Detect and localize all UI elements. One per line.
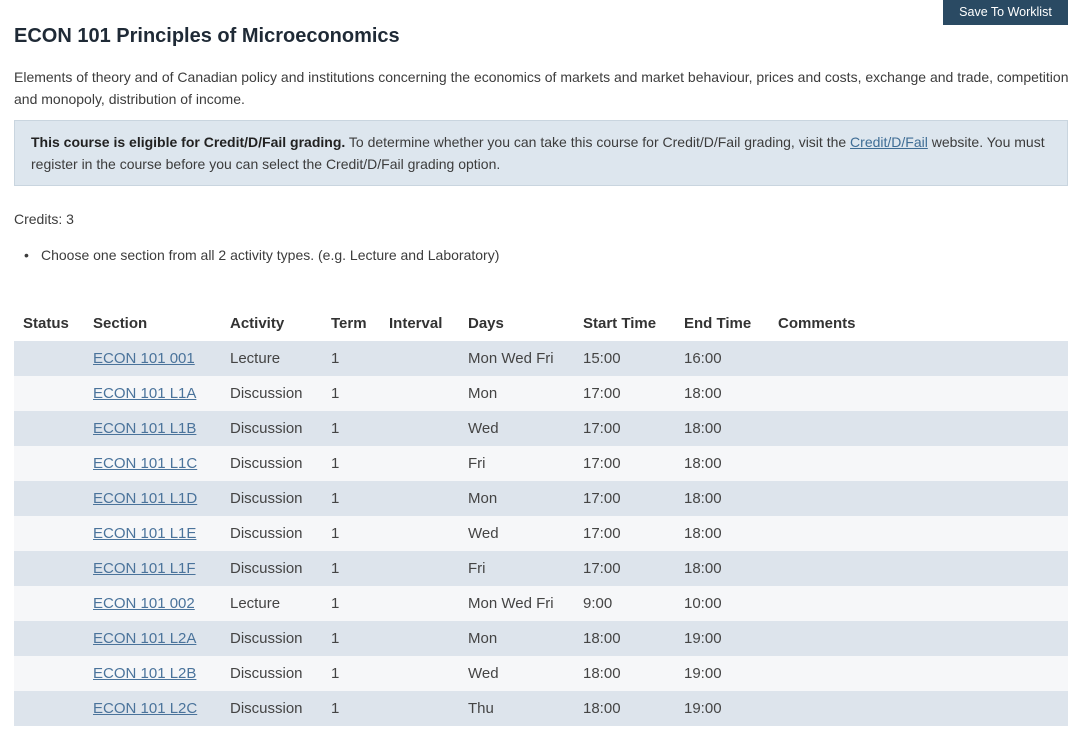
comments-cell (769, 411, 1068, 446)
activity-cell: Discussion (230, 560, 303, 577)
start-time-cell: 17:00 (583, 560, 621, 577)
status-cell (14, 621, 84, 656)
activity-cell: Discussion (230, 665, 303, 682)
status-cell (14, 516, 84, 551)
start-time-cell: 18:00 (583, 700, 621, 717)
interval-cell (380, 341, 459, 376)
course-description: Elements of theory and of Canadian policy and institutions concerning the economics of markets and market behaviour, prices and costs, exchange and trade, competition and monopoly, distribution of income. (14, 69, 1069, 107)
interval-cell (380, 621, 459, 656)
days-cell: Wed (468, 665, 499, 682)
term-cell: 1 (331, 595, 340, 612)
section-link[interactable]: ECON 101 L1B (93, 420, 197, 437)
days-cell: Wed (468, 525, 499, 542)
end-time-cell: 19:00 (684, 665, 722, 682)
section-link[interactable]: ECON 101 L1A (93, 385, 197, 402)
column-header-term[interactable]: Term (331, 315, 367, 332)
term-cell: 1 (331, 420, 340, 437)
section-link[interactable]: ECON 101 L1F (93, 560, 196, 577)
comments-cell (769, 341, 1068, 376)
table-row (14, 376, 1068, 411)
term-cell: 1 (331, 630, 340, 647)
end-time-cell: 19:00 (684, 700, 722, 717)
status-cell (14, 481, 84, 516)
section-link[interactable]: ECON 101 L1C (93, 455, 198, 472)
end-time-cell: 18:00 (684, 385, 722, 402)
status-cell (14, 411, 84, 446)
column-header-status[interactable]: Status (23, 315, 69, 332)
comments-cell (769, 481, 1068, 516)
status-cell (14, 691, 84, 726)
interval-cell (380, 481, 459, 516)
start-time-cell: 15:00 (583, 350, 621, 367)
interval-cell (380, 586, 459, 621)
activity-cell: Discussion (230, 700, 303, 717)
interval-cell (380, 691, 459, 726)
start-time-cell: 17:00 (583, 420, 621, 437)
term-cell: 1 (331, 525, 340, 542)
section-cell (84, 656, 221, 691)
start-time-cell: 17:00 (583, 455, 621, 472)
table-header-row (14, 306, 1068, 341)
comments-cell (769, 621, 1068, 656)
instructions-list (24, 245, 499, 265)
end-time-cell: 10:00 (684, 595, 722, 612)
comments-cell (769, 656, 1068, 691)
end-time-cell: 18:00 (684, 455, 722, 472)
interval-cell (380, 376, 459, 411)
start-time-cell: 17:00 (583, 525, 621, 542)
section-cell (84, 621, 221, 656)
table-row (14, 446, 1068, 481)
status-cell (14, 446, 84, 481)
days-cell: Fri (468, 560, 486, 577)
days-cell: Mon (468, 385, 498, 402)
activity-cell: Lecture (230, 350, 281, 367)
interval-cell (380, 516, 459, 551)
credit-d-fail-link[interactable]: Credit/D/Fail (850, 134, 928, 150)
section-cell (84, 341, 221, 376)
table-row (14, 656, 1068, 691)
column-header-interval[interactable]: Interval (389, 315, 443, 332)
instruction-item: • Choose one section from all 2 activity types. (e.g. Lecture and Laboratory) (24, 245, 499, 265)
column-header-days[interactable]: Days (468, 315, 504, 332)
term-cell: 1 (331, 560, 340, 577)
end-time-cell: 18:00 (684, 560, 722, 577)
days-cell: Mon (468, 490, 498, 507)
activity-cell: Discussion (230, 385, 303, 402)
activity-cell: Lecture (230, 595, 281, 612)
status-cell (14, 341, 84, 376)
comments-cell (769, 691, 1068, 726)
activity-cell: Discussion (230, 490, 303, 507)
interval-cell (380, 551, 459, 586)
days-cell: Fri (468, 455, 486, 472)
table-row (14, 551, 1068, 586)
activity-cell: Discussion (230, 420, 303, 437)
comments-cell (769, 516, 1068, 551)
table-row (14, 586, 1068, 621)
term-cell: 1 (331, 700, 340, 717)
section-link[interactable]: ECON 101 L2B (93, 665, 197, 682)
end-time-cell: 18:00 (684, 490, 722, 507)
section-cell (84, 586, 221, 621)
comments-cell (769, 446, 1068, 481)
term-cell: 1 (331, 455, 340, 472)
table-row (14, 481, 1068, 516)
days-cell: Wed (468, 420, 499, 437)
section-link[interactable]: ECON 101 L2C (93, 700, 198, 717)
sections-table (14, 306, 1068, 726)
table-row (14, 621, 1068, 656)
start-time-cell: 18:00 (583, 665, 621, 682)
section-cell (84, 551, 221, 586)
column-header-end-time[interactable]: End Time (684, 315, 752, 332)
activity-cell: Discussion (230, 525, 303, 542)
comments-cell (769, 551, 1068, 586)
section-link[interactable]: ECON 101 L1D (93, 490, 198, 507)
end-time-cell: 18:00 (684, 525, 722, 542)
section-cell (84, 411, 221, 446)
credits-label: Credits: 3 (14, 211, 74, 227)
interval-cell (380, 446, 459, 481)
notice-bold-text: This course is eligible for Credit/D/Fail grading. (31, 134, 346, 150)
column-header-comments[interactable]: Comments (778, 315, 856, 332)
days-cell: Mon Wed Fri (468, 595, 554, 612)
days-cell: Mon (468, 630, 498, 647)
column-header-activity[interactable]: Activity (230, 315, 285, 332)
interval-cell (380, 411, 459, 446)
section-cell (84, 691, 221, 726)
term-cell: 1 (331, 385, 340, 402)
save-to-worklist-button[interactable]: Save To Worklist (943, 0, 1068, 25)
section-cell (84, 481, 221, 516)
section-link[interactable]: ECON 101 L1E (93, 525, 197, 542)
section-cell (84, 376, 221, 411)
section-link[interactable]: ECON 101 001 (93, 350, 195, 367)
comments-cell (769, 586, 1068, 621)
course-title: ECON 101 Principles of Microeconomics (14, 25, 400, 47)
column-header-section[interactable]: Section (93, 315, 148, 332)
section-link[interactable]: ECON 101 L2A (93, 630, 197, 647)
notice-text-after-link: website. You must register in the course before you can select the Credit/D/Fail grading option. (31, 134, 1045, 172)
table-row (14, 341, 1068, 376)
term-cell: 1 (331, 490, 340, 507)
notice-text: To determine whether you can take this course for Credit/D/Fail grading, visit the (345, 134, 851, 150)
section-link[interactable]: ECON 101 002 (93, 595, 195, 612)
days-cell: Mon Wed Fri (468, 350, 554, 367)
activity-cell: Discussion (230, 630, 303, 647)
status-cell (14, 656, 84, 691)
section-cell (84, 446, 221, 481)
interval-cell (380, 656, 459, 691)
status-cell (14, 551, 84, 586)
comments-cell (769, 376, 1068, 411)
column-header-start-time[interactable]: Start Time (583, 315, 657, 332)
end-time-cell: 18:00 (684, 420, 722, 437)
table-row (14, 411, 1068, 446)
activity-cell: Discussion (230, 455, 303, 472)
table-row (14, 691, 1068, 726)
start-time-cell: 9:00 (583, 595, 613, 612)
term-cell: 1 (331, 665, 340, 682)
start-time-cell: 17:00 (583, 490, 621, 507)
start-time-cell: 18:00 (583, 630, 621, 647)
end-time-cell: 16:00 (684, 350, 722, 367)
table-row (14, 516, 1068, 551)
days-cell: Thu (468, 700, 494, 717)
section-cell (84, 516, 221, 551)
term-cell: 1 (331, 350, 340, 367)
start-time-cell: 17:00 (583, 385, 621, 402)
end-time-cell: 19:00 (684, 630, 722, 647)
status-cell (14, 376, 84, 411)
status-cell (14, 586, 84, 621)
credit-d-fail-notice (14, 120, 1068, 186)
